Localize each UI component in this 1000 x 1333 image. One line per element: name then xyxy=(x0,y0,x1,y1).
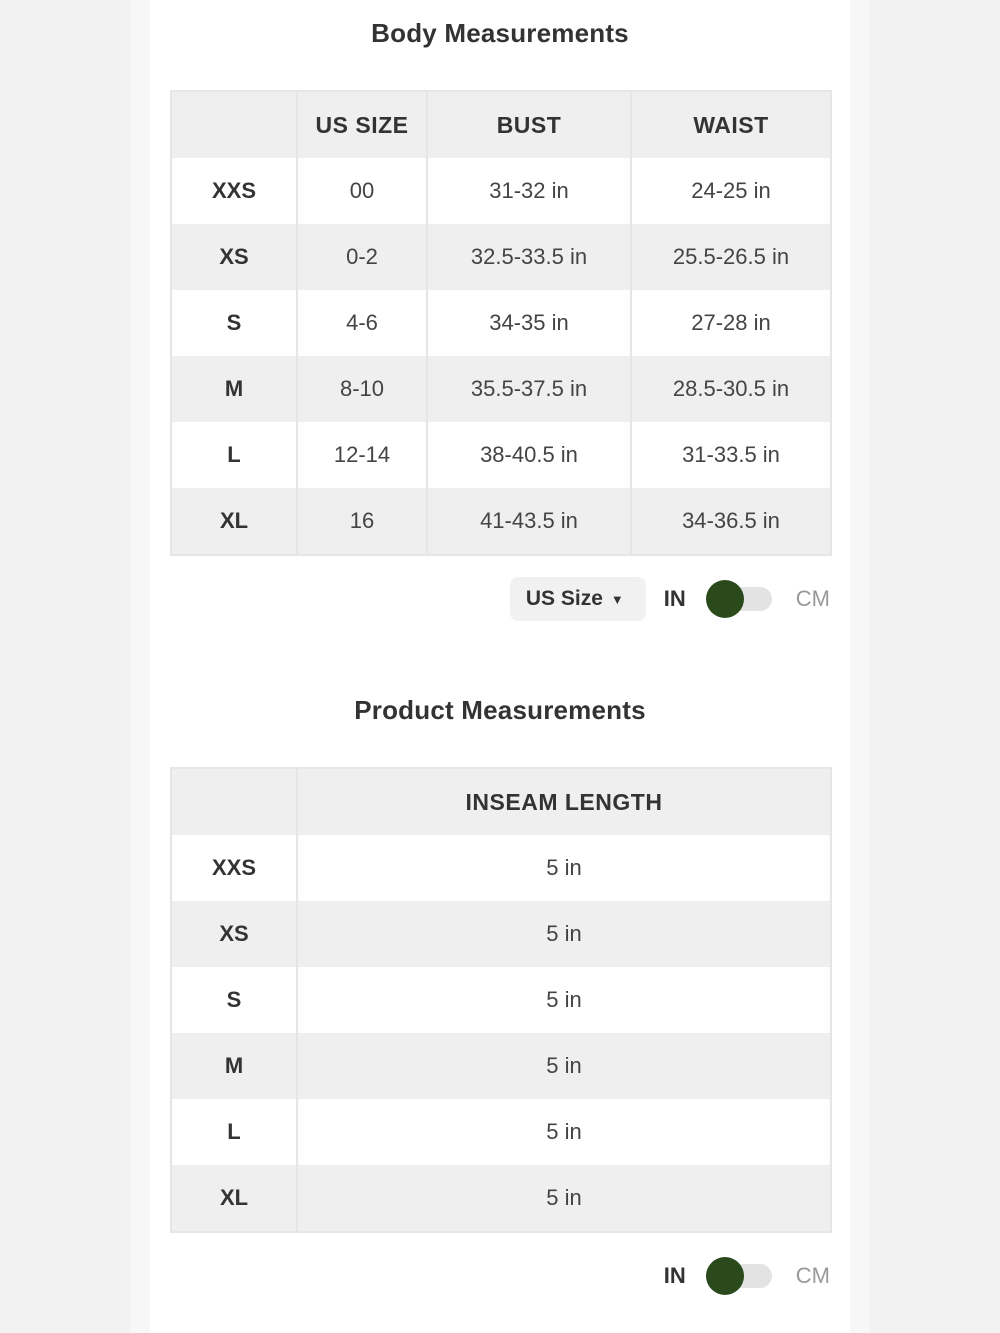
table-row xyxy=(171,835,831,901)
inseam-cell: 5 in xyxy=(546,987,582,1012)
waist-cell: 31-33.5 in xyxy=(682,442,780,467)
size-label: M xyxy=(171,1033,297,1099)
waist-cell: 24-25 in xyxy=(691,178,771,203)
body-measurements-title: Body Measurements xyxy=(371,18,629,48)
us-size-cell: 12-14 xyxy=(297,422,427,488)
table-row xyxy=(171,967,831,1033)
size-label: S xyxy=(171,290,297,356)
waist-cell: 28.5-30.5 in xyxy=(672,376,790,401)
table-header-row xyxy=(171,768,831,835)
right-gutter xyxy=(850,0,870,1333)
inseam-cell: 5 in xyxy=(546,855,582,880)
left-background xyxy=(0,0,130,1333)
unit-label-in[interactable]: IN xyxy=(663,1263,686,1288)
us-size-cell: 0-2 xyxy=(297,224,427,290)
inseam-cell: 5 in xyxy=(546,1053,582,1078)
waist-cell: 27-28 in xyxy=(691,310,771,335)
size-label: XS xyxy=(171,901,297,967)
table-row xyxy=(171,224,831,290)
size-label: XXS xyxy=(171,835,297,901)
body-measurements-table xyxy=(170,90,832,556)
us-size-cell: 16 xyxy=(297,488,427,555)
us-size-cell: 4-6 xyxy=(297,290,427,356)
column-header-bust: BUST xyxy=(427,91,631,158)
column-header-us-size: US SIZE xyxy=(297,91,427,158)
bust-cell: 31-32 in xyxy=(427,158,631,224)
bust-cell: 41-43.5 in xyxy=(427,488,631,555)
table-row xyxy=(171,488,831,555)
size-label: L xyxy=(171,1099,297,1165)
unit-label-cm[interactable]: CM xyxy=(795,1263,830,1288)
table-row xyxy=(171,422,831,488)
bust-cell: 34-35 in xyxy=(427,290,631,356)
left-gutter xyxy=(130,0,150,1333)
us-size-cell: 00 xyxy=(297,158,427,224)
column-header-size xyxy=(171,91,297,158)
unit-label-cm[interactable]: CM xyxy=(795,586,830,611)
unit-toggle[interactable] xyxy=(706,579,774,619)
column-header-waist: WAIST xyxy=(693,111,769,138)
size-system-dropdown[interactable] xyxy=(510,577,646,621)
size-label: XXS xyxy=(171,158,297,224)
unit-label-in[interactable]: IN xyxy=(663,586,686,611)
body-measurements-controls xyxy=(510,576,830,622)
us-size-cell: 8-10 xyxy=(297,356,427,422)
toggle-knob xyxy=(706,1257,744,1295)
bust-cell: 38-40.5 in xyxy=(427,422,631,488)
toggle-knob xyxy=(706,580,744,618)
inseam-cell: 5 in xyxy=(546,921,582,946)
waist-cell: 25.5-26.5 in xyxy=(672,244,790,269)
size-guide-panel xyxy=(150,0,850,1333)
size-label: L xyxy=(171,422,297,488)
size-label: XS xyxy=(171,224,297,290)
table-row xyxy=(171,356,831,422)
table-row xyxy=(171,1033,831,1099)
bust-cell: 35.5-37.5 in xyxy=(427,356,631,422)
size-system-dropdown-label: US Size xyxy=(525,587,603,610)
table-row xyxy=(171,901,831,967)
table-row xyxy=(171,1099,831,1165)
size-label: XL xyxy=(171,1165,297,1232)
column-header-size xyxy=(171,768,297,835)
size-label: XL xyxy=(171,488,297,555)
column-header-inseam-length: INSEAM LENGTH xyxy=(465,788,663,815)
inseam-cell: 5 in xyxy=(546,1119,582,1144)
product-measurements-controls xyxy=(664,1253,830,1299)
inseam-cell: 5 in xyxy=(546,1185,582,1210)
table-row xyxy=(171,290,831,356)
product-measurements-title: Product Measurements xyxy=(354,695,646,725)
bust-cell: 32.5-33.5 in xyxy=(427,224,631,290)
table-row xyxy=(171,1165,831,1232)
table-row xyxy=(171,158,831,224)
table-header-row xyxy=(171,91,831,158)
right-background xyxy=(870,0,1000,1333)
size-label: M xyxy=(171,356,297,422)
size-label: S xyxy=(171,967,297,1033)
unit-toggle[interactable] xyxy=(706,1256,774,1296)
caret-down-icon: ▼ xyxy=(610,591,624,607)
waist-cell: 34-36.5 in xyxy=(682,508,780,533)
product-measurements-table xyxy=(170,767,832,1233)
